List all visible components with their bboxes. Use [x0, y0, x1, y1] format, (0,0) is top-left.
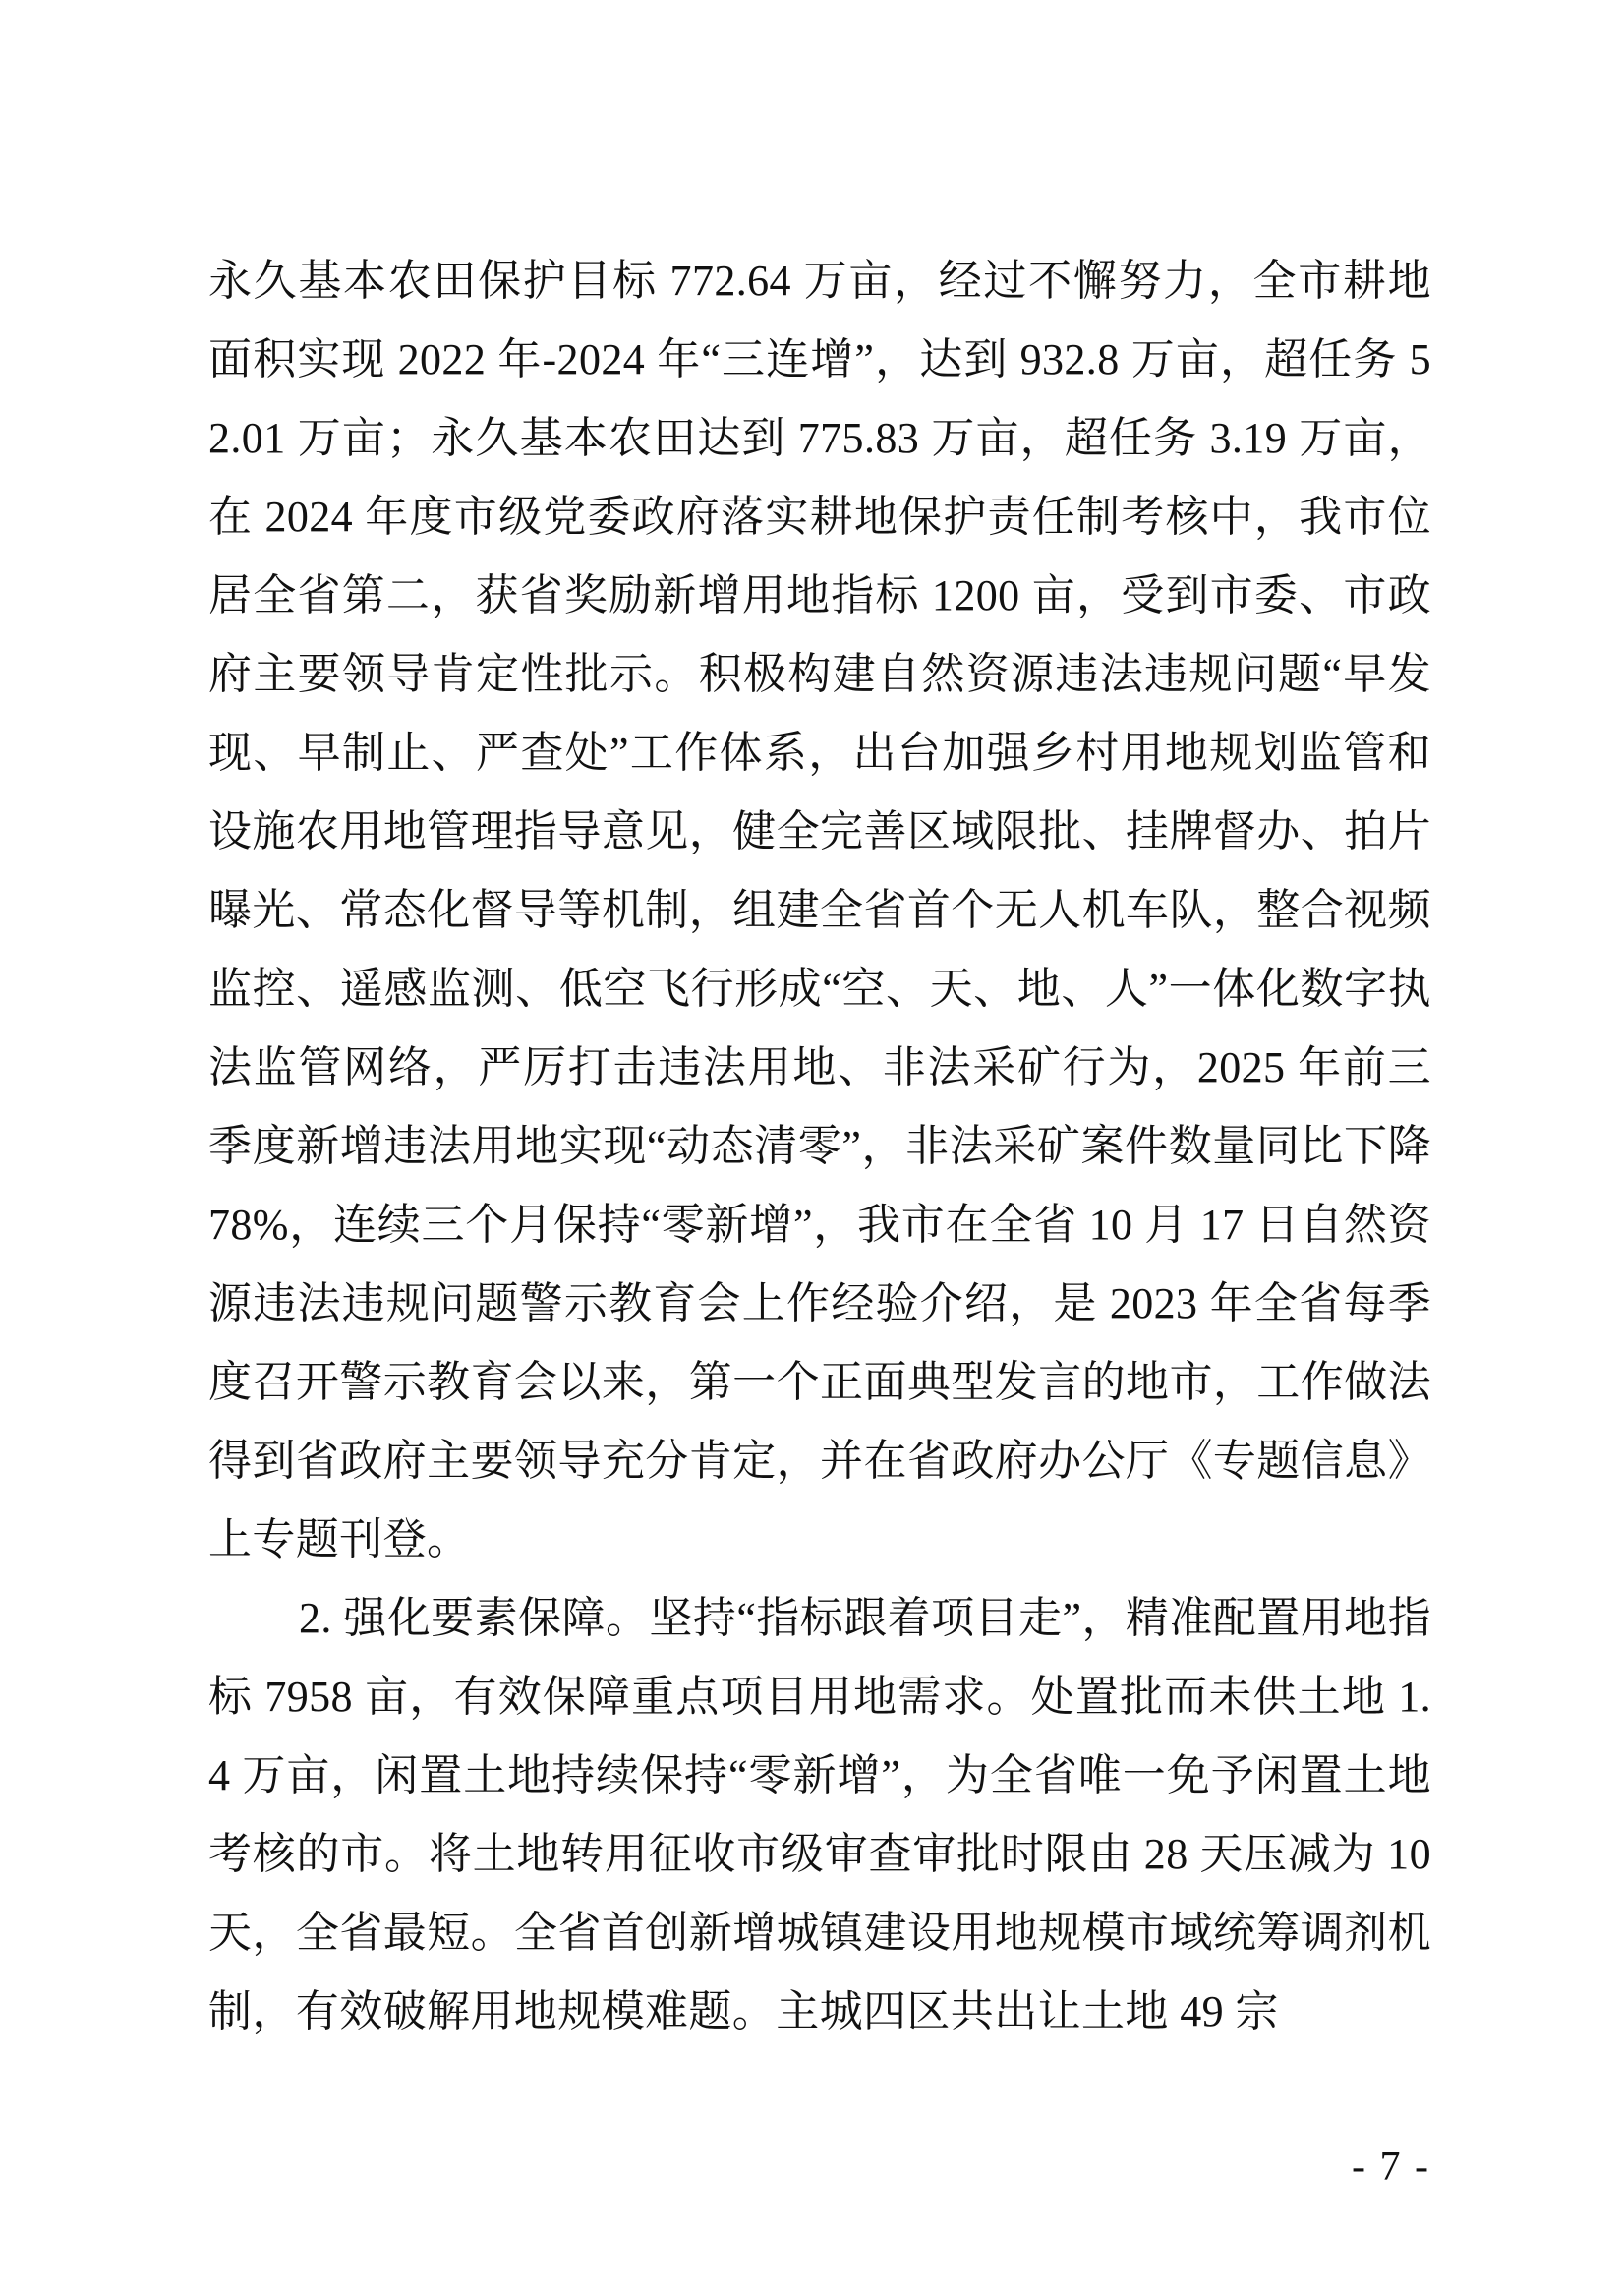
body-text-block [208, 242, 1431, 2051]
paragraph-element-guarantee: 2. 强化要素保障。坚持“指标跟着项目走”，精准配置用地指标 7958 亩，有效保障重点项目用地需求。处置批而未供土地 1.4 万亩，闲置土地持续保持“零新增”，为全省唯一免予闲置土地考核的市。将土地转用征收市级审查审批时限由 28 天压减为 10 天，全省最短。全省首创新增城镇建设用地规模市域统筹调剂机制，有效破解用地规模难题。主城四区共出让土地 49 宗 [208, 1594, 1431, 2035]
page-number: - 7 - [1352, 2145, 1430, 2190]
paragraph-continuation: 永久基本农田保护目标 772.64 万亩，经过不懈努力，全市耕地面积实现 2022 年-2024 年“三连增”，达到 932.8 万亩，超任务 52.01 万亩；永久基本农田达到 775.83 万亩，超任务 3.19 万亩，在 2024 年度市级党委政府落实耕地保护责任制考核中，我市位居全省第二，获省奖励新增用地指标 1200 亩，受到市委、市政府主要领导肯定性批示。积极构建自然资源违法违规问题“早发现、早制止、严查处”工作体系，出台加强乡村用地规划监管和设施农用地管理指导意见，健全完善区域限批、挂牌督办、拍片曝光、常态化督导等机制，组建全省首个无人机车队，整合视频监控、遥感监测、低空飞行形成“空、天、地、人”一体化数字执法监管网络，严厉打击违法用地、非法采矿行为，2025 年前三季度新增违法用地实现“动态清零”，非法采矿案件数量同比下降 78%，连续三个月保持“零新增”，我市在全省 10 月 17 日自然资源违法违规问题警示教育会上作经验介绍，是 2023 年全省每季度召开警示教育会以来，第一个正面典型发言的地市，工作做法得到省政府主要领导充分肯定，并在省政府办公厅《专题信息》上专题刊登。 [208, 257, 1431, 1563]
